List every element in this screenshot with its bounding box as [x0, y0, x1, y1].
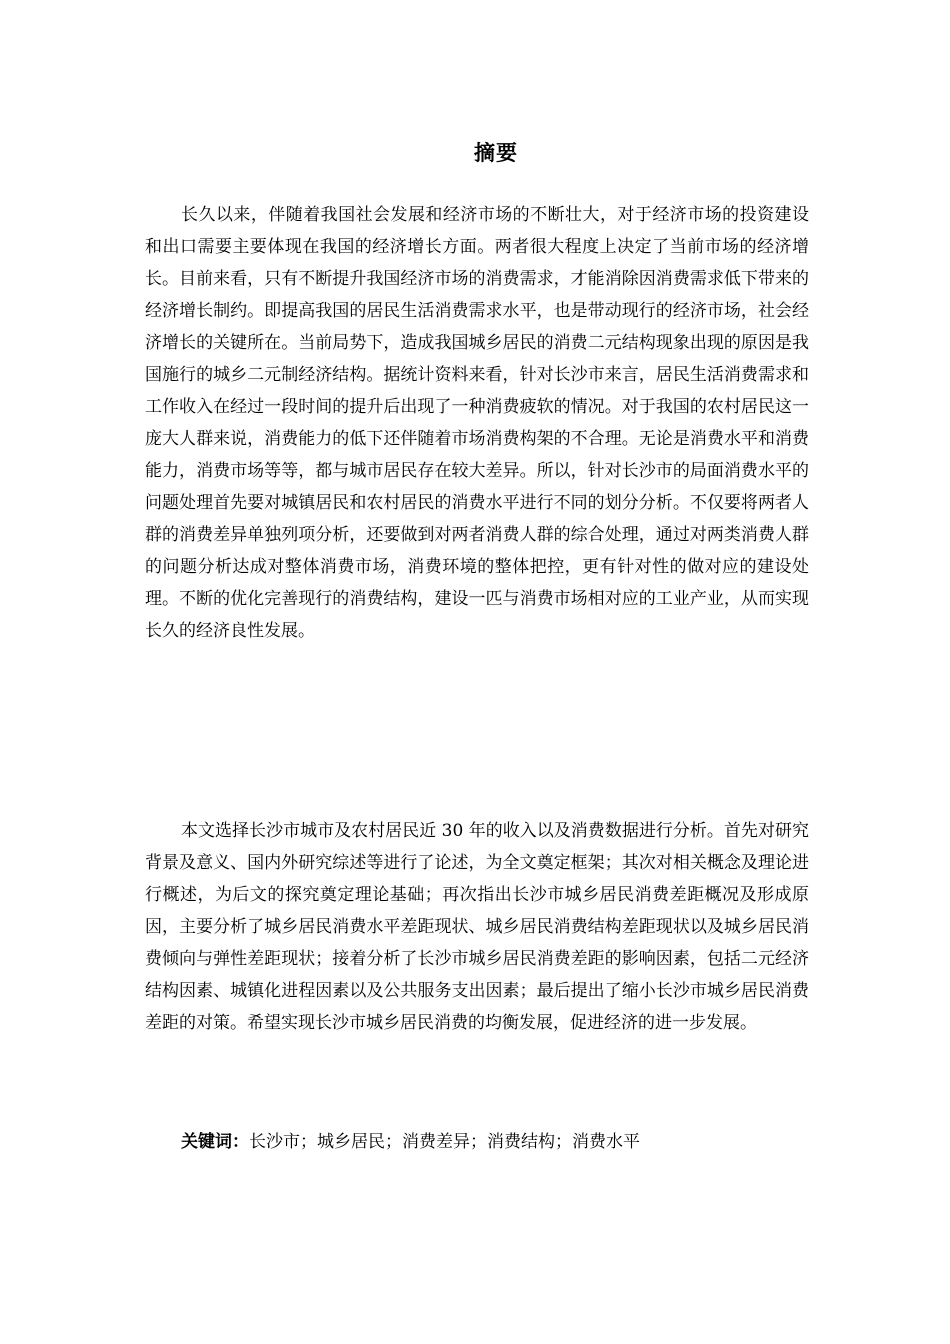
abstract-paragraph-2: 本文选择长沙市城市及农村居民近 30 年的收入以及消费数据进行分析。首先对研究背景及意义、国内外研究综述等进行了论述，为全文奠定框架；其次对相关概念及理论进行概述，为后文的探究奠定理论基础；再次指出长沙市城乡居民消费差距概况及形成原因，主要分析了城乡居民消费水平差距现状、城乡居民消费结构差距现状以及城乡居民消费倾向与弹性差距现状；接着分析了长沙市城乡居民消费差距的影响因素，包括二元经济结构因素、城镇化进程因素以及公共服务支出因素；最后提出了缩小长沙市城乡居民消费差距的对策。希望实现长沙市城乡居民消费的均衡发展，促进经济的进一步发展。	[145, 821, 809, 1033]
keywords-list: 长沙市；城乡居民；消费差异；消费结构；消费水平	[249, 1132, 640, 1152]
keywords-line	[181, 1126, 821, 1158]
keywords-label: 关键词：	[181, 1132, 249, 1152]
abstract-title: 摘要	[474, 141, 518, 165]
abstract-paragraph-1: 长久以来，伴随着我国社会发展和经济市场的不断壮大，对于经济市场的投资建设和出口需要主要体现在我国的经济增长方面。两者很大程度上决定了当前市场的经济增长。目前来看，只有不断提升我国经济市场的消费需求，才能消除因消费需求低下带来的经济增长制约。即提高我国的居民生活消费需求水平，也是带动现行的经济市场，社会经济增长的关键所在。当前局势下，造成我国城乡居民的消费二元结构现象出现的原因是我国施行的城乡二元制经济结构。据统计资料来看，针对长沙市来言，居民生活消费需求和工作收入在经过一段时间的提升后出现了一种消费疲软的情况。对于我国的农村居民这一庞大人群来说，消费能力的低下还伴随着市场消费构架的不合理。无论是消费水平和消费能力，消费市场等等，都与城市居民存在较大差异。所以，针对长沙市的局面消费水平的问题处理首先要对城镇居民和农村居民的消费水平进行不同的划分分析。不仅要将两者人群的消费差异单独列项分析，还要做到对两者消费人群的综合处理，通过对两类消费人群的问题分析达成对整体消费市场，消费环境的整体把控，更有针对性的做对应的建设处理。不断的优化完善现行的消费结构，建设一匹与消费市场相对应的工业产业，从而实现长久的经济良性发展。	[145, 205, 809, 641]
